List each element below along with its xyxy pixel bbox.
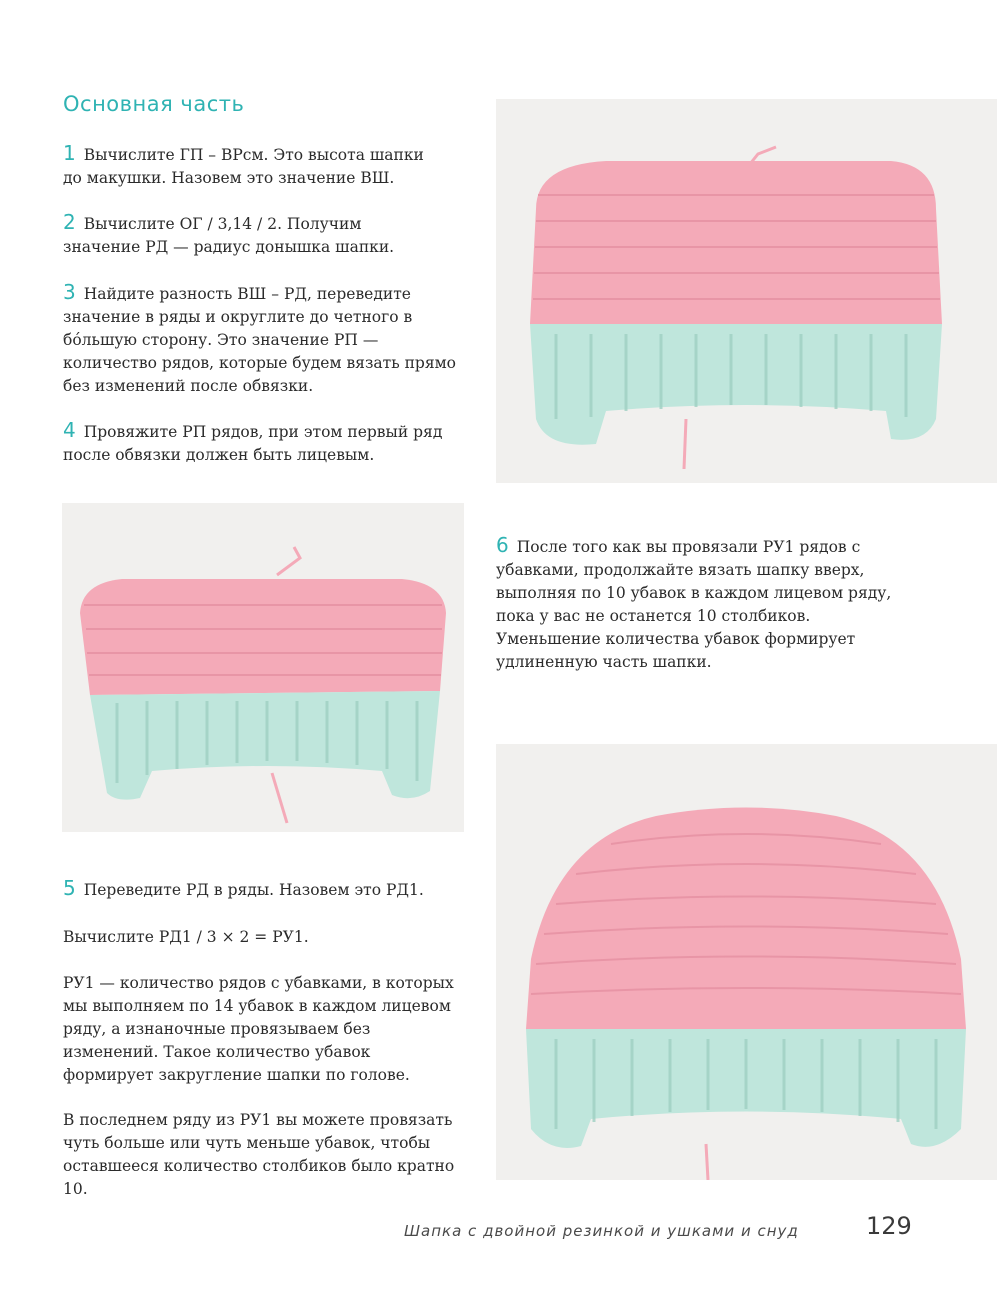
step-text: Вычислите ГП – ВРсм. Это высота шапки до макушки. Назовем это значение ВШ. — [63, 146, 424, 187]
step-number: 3 — [63, 280, 76, 304]
hat-photo-3 — [496, 744, 997, 1180]
step-1 — [63, 142, 433, 190]
step-3 — [63, 281, 463, 398]
hat-illustration — [496, 99, 997, 483]
hat-illustration — [62, 503, 464, 832]
step-5 — [63, 877, 463, 902]
step-text: Вычислите ОГ / 3,14 / 2. Получим значение РД — радиус донышка шапки. — [63, 215, 395, 256]
page-number: 129 — [866, 1212, 912, 1240]
step-5-formula: Вычислите РД1 / 3 × 2 = РУ1. — [63, 928, 309, 946]
step-text: Провяжите РП рядов, при этом первый ряд после обвязки должен быть лицевым. — [63, 423, 443, 464]
step-4 — [63, 419, 463, 467]
step-6 — [496, 534, 896, 674]
step-number: 2 — [63, 210, 76, 234]
hat-photo-1 — [496, 99, 997, 483]
step-number: 6 — [496, 533, 509, 557]
step-2 — [63, 211, 433, 259]
step-5-note: В последнем ряду из РУ1 вы можете провязать чуть больше или чуть меньше убавок, чтобы оставшееся количество столбиков было кратно 10. — [63, 1111, 455, 1198]
footer-book-title: Шапка с двойной резинкой и ушками и снуд — [404, 1222, 799, 1240]
section-title: Основная часть — [63, 92, 245, 116]
step-number: 5 — [63, 876, 76, 900]
step-text: Переведите РД в ряды. Назовем это РД1. — [83, 881, 424, 899]
step-5-explanation: РУ1 — количество рядов с убавками, в которых мы выполняем по 14 убавок в каждом лицевом ряду, а изнаночные провязываем без изменений. Такое количество убавок формирует закругление шапки по голове. — [63, 974, 454, 1084]
step-number: 4 — [63, 418, 76, 442]
hat-photo-2 — [62, 503, 464, 832]
step-text: После того как вы провязали РУ1 рядов с убавками, продолжайте вязать шапку вверх, выполняя по 10 убавок в каждом лицевом ряду, пока у вас не останется 10 столбиков. Уменьшение количества убавок формирует удлиненную часть шапки. — [496, 538, 892, 671]
step-number: 1 — [63, 141, 76, 165]
hat-illustration — [496, 744, 997, 1180]
step-text: Найдите разность ВШ – РД, переведите значение в ряды и округлите до четного в бóльшую сторону. Это значение РП — количество рядов, которые будем вязать прямо без изменений после обвязки. — [63, 285, 457, 395]
